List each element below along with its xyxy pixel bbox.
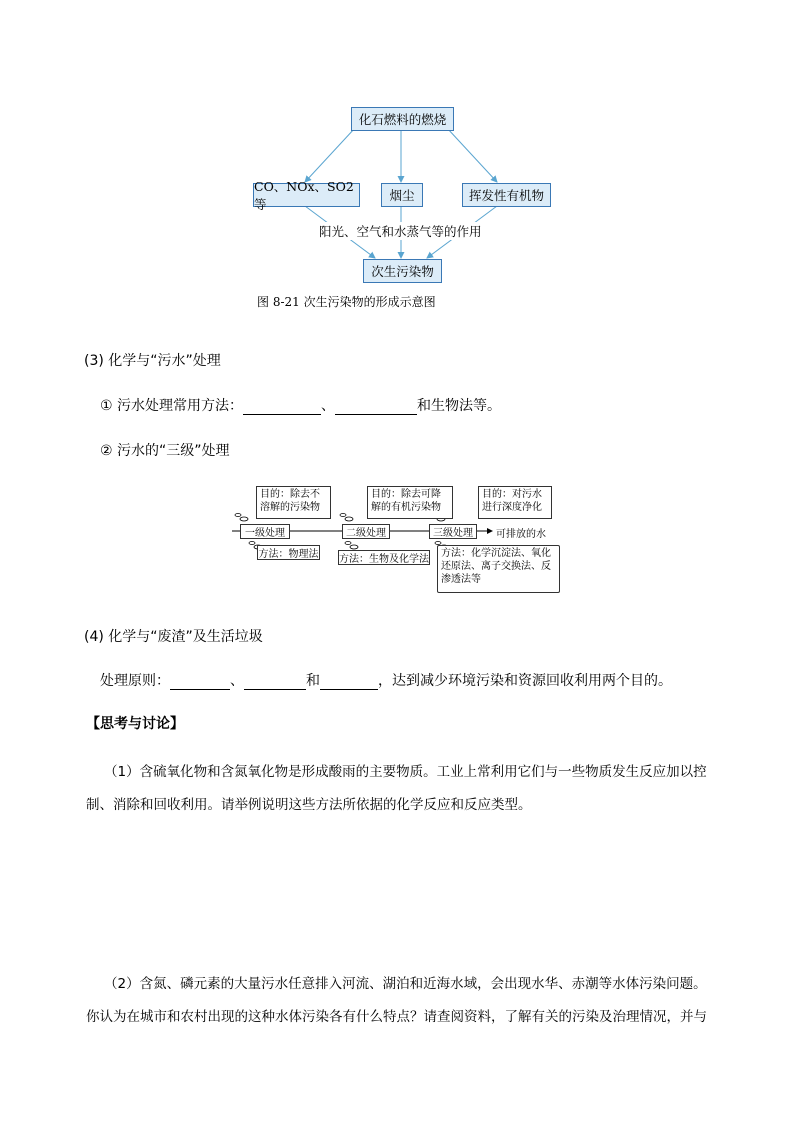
blank-principle-1[interactable] [170, 675, 230, 690]
purpose-stage2: 目的：除去可降解的有机污染物 [367, 486, 453, 519]
method-stage2: 方法：生物及化学法 [338, 550, 430, 565]
question2-line2: 你认为在城市和农村出现的这种水体污染各有什么特点？请查阅资料，了解有关的污染及治理情况，并与 [86, 1009, 707, 1025]
stage2-box: 二级处理 [342, 524, 390, 539]
section4-heading: (4) 化学与“废渣”及生活垃圾 [84, 629, 263, 645]
method-stage1: 方法：物理法 [257, 545, 320, 560]
diagram1-caption: 图 8-21 次生污染物的形成示意图 [257, 295, 436, 309]
box-fossil-fuel-burning: 化石燃料的燃烧 [351, 107, 454, 131]
section3-item2: ② 污水的“三级”处理 [100, 443, 230, 459]
question1-line2: 制、消除和回收利用。请举例说明这些方法所依据的化学反应和反应类型。 [86, 797, 532, 813]
method-stage3: 方法：化学沉淀法、氧化还原法、离子交换法、反渗透法等 [437, 545, 560, 593]
stage1-box: 一级处理 [240, 524, 290, 539]
blank-principle-2[interactable] [244, 675, 306, 690]
section3-item1: ① 污水处理常用方法： 、 和生物法等。 [100, 398, 502, 414]
blank-principle-3[interactable] [320, 675, 378, 690]
output-label: 可排放的水 [496, 529, 546, 540]
box-gas-pollutants: CO、NOx、SO2等 [253, 183, 360, 207]
question2-line1: （2）含氮、磷元素的大量污水任意排入河流、湖泊和近海水域，会出现水华、赤潮等水体污染问题。 [104, 976, 707, 992]
purpose-stage1: 目的：除去不溶解的污染物 [256, 486, 331, 519]
box-volatile-organics: 挥发性有机物 [462, 183, 551, 207]
question1-line1: （1）含硫氧化物和含氮氧化物是形成酸雨的主要物质。工业上常利用它们与一些物质发生反应加以控 [104, 764, 707, 780]
stage3-box: 三级处理 [429, 524, 477, 539]
purpose-stage3: 目的：对污水进行深度净化 [478, 486, 552, 519]
discussion-heading: 【思考与讨论】 [86, 716, 184, 732]
section3-heading: (3) 化学与“污水”处理 [84, 353, 221, 369]
box-secondary-pollutants: 次生污染物 [363, 259, 442, 283]
section4-principles: 处理原则： 、 和 ，达到减少环境污染和资源回收利用两个目的。 [100, 673, 672, 689]
effect-label: 阳光、空气和水蒸气等的作用 [319, 224, 482, 239]
box-dust: 烟尘 [381, 183, 423, 207]
